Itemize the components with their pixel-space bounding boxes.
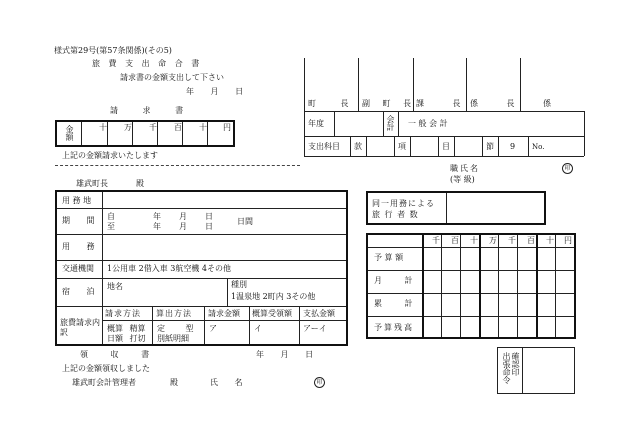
form-title: 旅 費 支 出 命 合 書 — [92, 59, 203, 68]
col-request-amount: 請求金額 — [208, 309, 240, 318]
method-options-2: 日額 打切 — [107, 334, 146, 343]
transport-label: 交通機関 — [62, 264, 94, 273]
budget-digit-2: 百 — [451, 236, 459, 245]
form-subtitle: 請求書の金額支出して下さい — [120, 73, 224, 82]
official-grade-label: (等 級) — [450, 175, 475, 184]
expenditure-kan: 款 — [354, 142, 362, 151]
period-label: 期 間 — [62, 216, 95, 225]
budget-row-monthly: 月 計 — [374, 276, 413, 285]
amount-label: 金額 — [65, 125, 74, 141]
invoice-honorific: 殿 — [136, 179, 144, 188]
approval-group-chief: 係 長 — [470, 99, 515, 108]
companions-box — [366, 191, 546, 225]
budget-digit-1: 千 — [432, 236, 440, 245]
amount-digit-ten: 十 — [99, 123, 107, 132]
budget-digit-3: 十 — [470, 236, 478, 245]
budget-digit-4: 万 — [489, 236, 497, 245]
budget-digit-6: 百 — [527, 236, 535, 245]
receipt-name-label: 氏 名 — [210, 378, 243, 387]
invoice-addressee: 雄武町長 — [76, 179, 108, 188]
period-to-year: 年 — [153, 222, 161, 231]
budget-digit-7: 十 — [546, 236, 554, 245]
receipt-title: 領 収 書 — [80, 350, 150, 359]
lodging-label: 宿 泊 — [62, 287, 95, 296]
companions-label-2: 旅 行 者 数 — [372, 210, 419, 219]
official-name-label: 職氏名 — [450, 164, 480, 173]
amount-digit-hyaku: 百 — [174, 123, 182, 132]
amount-digit-man: 万 — [124, 123, 132, 132]
expenditure-kou: 項 — [398, 142, 406, 151]
amount-digit-yen: 円 — [223, 123, 231, 132]
lodging-type-label: 種別 — [231, 280, 247, 289]
approval-mayor: 町 長 — [308, 99, 349, 108]
form-id: 様式第29号(第57条関係)(その5) — [54, 46, 172, 55]
expenditure-moku: 目 — [442, 142, 450, 151]
official-seal: 印 — [562, 163, 573, 174]
lodging-type-options: 1温泉地 2町内 3その他 — [231, 292, 316, 301]
general-account: 一 般 会 計 — [408, 119, 448, 128]
amount-box — [55, 120, 235, 147]
period-to-day: 日 — [205, 222, 213, 231]
destination-label: 用 務 地 — [62, 196, 92, 205]
expenditure-label: 支出科目 — [308, 142, 340, 151]
col-calc-method: 算出方法 — [156, 309, 192, 318]
invoice-note: 上記の金額請求いたします — [62, 151, 158, 160]
budget-digit-8: 円 — [564, 236, 572, 245]
receipt-note: 上記の金額領収しました — [62, 364, 150, 373]
cut-line — [55, 165, 300, 166]
budget-row-remaining: 予算残高 — [374, 323, 414, 332]
approval-staff: 係 — [543, 99, 551, 108]
col-advance-received: 概算受領額 — [252, 309, 292, 318]
transport-options: 1公用車 2借入車 3航空機 4その他 — [107, 264, 231, 273]
period-to-month: 月 — [179, 222, 187, 231]
travel-detail-table — [55, 190, 348, 346]
expenditure-setsu: 節 — [486, 142, 494, 151]
receipt-seal: 印 — [314, 377, 325, 388]
breakdown-label: 旅費請求内 訳 — [60, 318, 100, 337]
approval-deputy-mayor: 副 町 長 — [362, 99, 412, 108]
lodging-place-label: 地名 — [107, 282, 123, 291]
invoice-title: 請 求 書 — [110, 106, 184, 115]
travel-order-confirm-box — [497, 347, 575, 394]
budget-row-amount: 予 算 額 — [374, 253, 404, 262]
confirm-seal-label: 確認印 — [511, 352, 520, 376]
col-request-method: 請求方法 — [105, 309, 141, 318]
method-options: 概算 精算 — [107, 324, 146, 333]
period-from-year: 年 — [153, 212, 161, 221]
account-label: 会計 — [386, 115, 395, 131]
budget-table — [366, 233, 576, 339]
expenditure-no: No. — [532, 143, 545, 151]
amount-digit-sen: 千 — [149, 123, 157, 132]
travel-order-label: 出張命令 — [502, 352, 511, 384]
marker-a: ア — [209, 324, 217, 333]
period-from-day: 日 — [205, 212, 213, 221]
business-label: 用 務 — [62, 242, 95, 251]
period-from-month: 月 — [179, 212, 187, 221]
amount-digit-juu: 十 — [199, 123, 207, 132]
budget-digit-5: 千 — [508, 236, 516, 245]
period-days: 日間 — [237, 217, 253, 226]
marker-i: イ — [254, 324, 262, 333]
col-payment-amount: 支払金額 — [303, 309, 335, 318]
approval-section-chief: 課 長 — [416, 99, 461, 108]
period-to: 至 — [107, 222, 115, 231]
receipt-payee: 雄武町会計管理者 — [72, 378, 136, 387]
period-from: 自 — [107, 212, 115, 221]
calc-options: 定 型 — [157, 324, 194, 333]
fiscal-year-label: 年度 — [308, 119, 324, 128]
budget-row-cumulative: 累 計 — [374, 299, 413, 308]
calc-options-2: 別紙明細 — [157, 334, 189, 343]
expenditure-setsu-value: 9 — [510, 142, 516, 151]
companions-label-1: 同一用務による — [372, 199, 435, 208]
header-date: 年 月 日 — [186, 87, 244, 96]
receipt-honorific: 殿 — [170, 378, 178, 387]
receipt-date: 年 月 日 — [256, 350, 314, 359]
marker-a-minus-i: アーイ — [303, 324, 327, 333]
